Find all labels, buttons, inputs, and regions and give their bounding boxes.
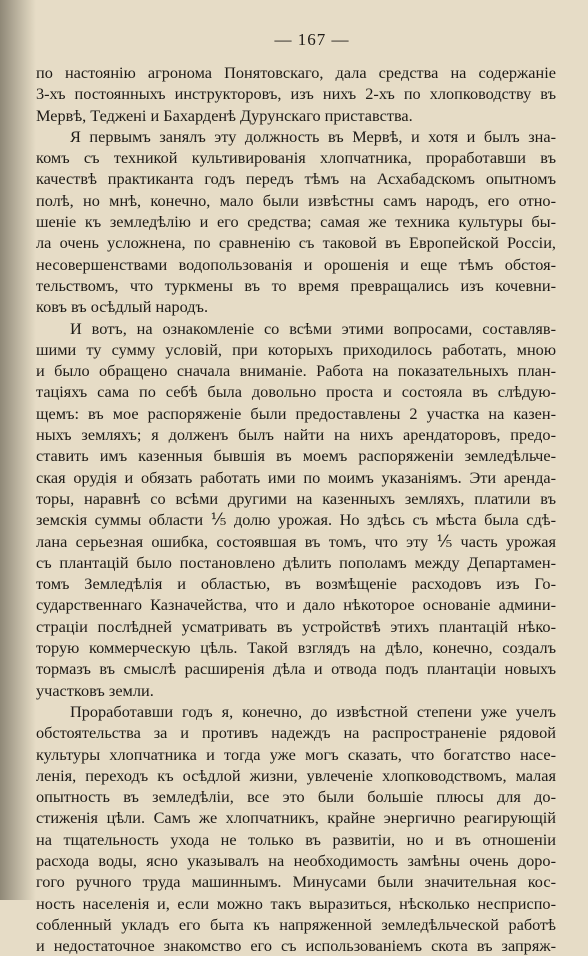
text-line: Мервѣ, Теджені и Бахарденѣ Дурунскаго приставства. (36, 105, 413, 125)
text-line: ставить имъ казенныя бывшія въ моемъ распоряженіи земледѣльче- (36, 446, 556, 466)
body-text (36, 62, 556, 956)
page-number: — 167 — (274, 30, 350, 49)
text-line: тормазъ въ смыслѣ расширенія дѣла и отвода подъ плантаціи новыхъ (36, 659, 556, 679)
text-line: гого ручного труда машиннымъ. Минусами были значительная кос- (36, 872, 556, 892)
text-line: участковъ земли. (36, 680, 154, 700)
book-page (36, 0, 588, 956)
text-line: полѣ, но мнѣ, конечно, мало были извѣстны самъ народъ, его отно- (36, 190, 556, 210)
text-line: Проработавши годъ я, конечно, до извѣстной степени уже учелъ (70, 701, 556, 721)
text-line: ность населенія и, если можно такъ выразиться, нѣсколько несприспо- (36, 893, 556, 913)
text-line: ла очень усложнена, по сравненію съ таковой въ Европейской Россіи, (36, 233, 556, 253)
text-line: качествѣ практиканта годъ передъ тѣмъ на Асхабадскомъ опытномъ (36, 169, 556, 189)
text-line: тельствомъ, что туркмены въ то время превращались изъ кочевни- (36, 275, 556, 295)
text-line: торую коммерческую цѣль. Такой взглядъ на дѣло, конечно, создалъ (36, 638, 556, 658)
text-line: ская орудія и обязать работать ими по моимъ указаніямъ. Эти аренда- (36, 467, 556, 487)
text-line: собленный укладъ его быта къ напряженной земледѣльческой работѣ (36, 914, 556, 934)
text-line: стиженія цѣли. Самъ же хлопчатникъ, крайне энергично реагирующій (36, 808, 556, 828)
text-line: лана серьезная ошибка, состоявшая въ томъ, что эту ⅕ часть урожая (36, 531, 556, 551)
text-line: таціяхъ сама по себѣ была довольно проста и состояла въ слѣдую- (36, 382, 556, 402)
text-line: обстоятельства за и противъ надеждъ на распространеніе рядовой (36, 723, 556, 743)
text-line: сударственнаго Казначейства, что и дало нѣкоторое основаніе админи- (36, 595, 556, 615)
text-line: ленія, переходъ къ осѣдлой жизни, увлеченіе хлопководствомъ, малая (36, 765, 556, 785)
text-line: комъ съ техникой культивированія хлопчатника, проработавши въ (36, 148, 556, 168)
text-line: щемъ: въ мое распоряженіе были предоставлены 2 участка на казен- (36, 403, 556, 423)
text-line: ковъ въ осѣдлый народъ. (36, 297, 209, 317)
text-line: шеніе къ земледѣлію и его средства; самая же техника культуры бы- (36, 212, 556, 232)
text-line: расхода воды, ясно указывалъ на необходимость замѣны очень доро- (36, 850, 556, 870)
text-line: торы, наравнѣ со всѣми другими на казенныхъ земляхъ, платили въ (36, 488, 556, 508)
text-line: опытность въ земледѣліи, все это были большіе плюсы для до- (36, 787, 556, 807)
text-line: 3-хъ постоянныхъ инструкторовъ, изъ нихъ 2-хъ по хлопководству въ (36, 84, 556, 104)
text-line: Я первымъ занялъ эту должность въ Мервѣ, и хотя и былъ зна- (70, 126, 556, 146)
text-line: культуры хлопчатника и тогда уже могъ сказать, что богатство насе- (36, 744, 556, 764)
text-line: на тщательность ухода не только въ развитіи, но и въ отношеніи (36, 829, 556, 849)
text-line: томъ Земледѣлія и областью, въ возмѣщеніе расходовъ изъ Го- (36, 574, 556, 594)
book-spine-shadow (0, 0, 36, 900)
text-line: по настоянію агронома Понятовскаго, дала средства на содержаніе (36, 63, 556, 82)
text-line: съ плантацій было постановлено дѣлить пополамъ между Департамен- (36, 552, 556, 572)
text-line: несовершенствами водопользованія и орошенія и еще тѣмъ обстоя- (36, 254, 556, 274)
text-line: шими ту сумму условій, при которыхъ приходилось работать, мною (36, 339, 556, 359)
text-line: И вотъ, на ознакомленіе со всѣми этими вопросами, составляв- (70, 318, 556, 338)
text-line: страціи послѣдней усматривать въ устройствѣ этихъ плантацій нѣко- (36, 616, 556, 636)
text-line: и было обращено сначала вниманіе. Работа на показательныхъ план- (36, 361, 556, 381)
text-line: земскія суммы области ⅕ долю урожая. Но здѣсь съ мѣста была сдѣ- (36, 510, 556, 530)
text-line: ныхъ земляхъ; я долженъ былъ найти на нихъ арендаторовъ, предо- (36, 425, 556, 445)
text-line: и недостаточное знакомство его съ использованіемъ скота въ запряж- (36, 936, 556, 956)
